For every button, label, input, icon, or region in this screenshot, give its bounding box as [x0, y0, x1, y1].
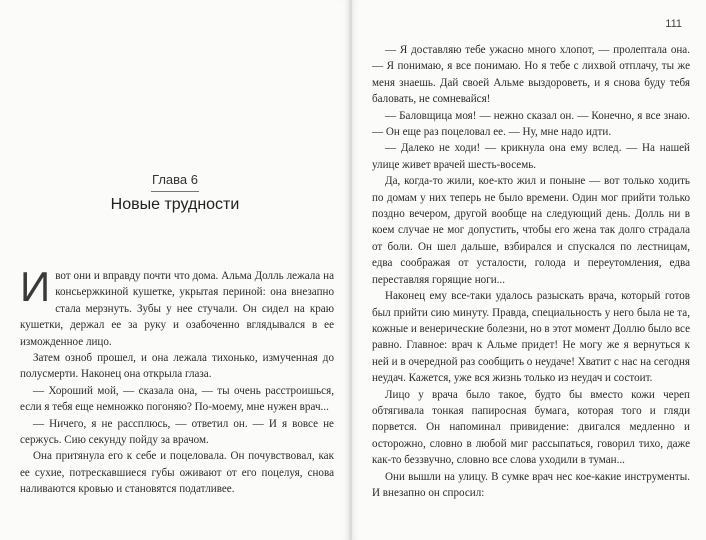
paragraph: Наконец ему все-таки удалось разыскать врача, который готов был прийти сию минуту. Правда, специальность у него была не та, кожные и венерические болезни, но в этот момент Доллю было все равно. Главное: врач к Альме придет! Не могу же я вернуться к ней и в очередной раз сообщить о неудаче! Хватит с нас на сегодня неудач. Кажется, уже вся жизнь только из неудач и состоит. [372, 290, 690, 385]
chapter-number: Глава 6 [152, 172, 198, 187]
paragraph: — Баловщица моя! — нежно сказал он. — Конечно, я все знаю. — Он еще раз поцеловал ее. — Ну, мне надо идти. [372, 109, 690, 139]
paragraph: Лицо у врача было такое, будто бы вместо кожи череп обтягивала тонкая папиросная бумага, которая того и гляди порвется. Он напоминал привидение: двигался медленно и осторожно, словно в любой миг рассыпаться, говорил тихо, даже как-то беззвучно, словно все слова уходили в туман... [372, 388, 690, 467]
chapter-title: Новые трудности [110, 196, 240, 213]
left-page [0, 0, 350, 540]
paragraph: Она притянула его к себе и поцеловала. Он почувствовал, как ее сухие, потрескавшиеся губы оживают от его поцелуя, снова наливаются кровью и становятся податливее. [20, 450, 334, 496]
paragraph: — Хороший мой, — сказала она, — ты очень расстроишься, если я тебя еще немножко погоняю? По-моему, мне нужен врач... [20, 384, 334, 414]
paragraph: — Я доставляю тебе ужасно много хлопот, — пролептала она. — Я понимаю, я все понимаю. Но я тебе с лихвой отплачу, ты же меня знаешь. Дай своей Альме выздороветь, и я снова буду тебя баловать, не сомневайся! [372, 44, 690, 106]
drop-cap: И [20, 263, 51, 310]
paragraph: Затем озноб прошел, и она лежала тихонько, измученная до полусмерти. Наконец она открыла глаза. [20, 352, 334, 381]
paragraph: Они вышли на улицу. В сумке врач нес кое-какие инструменты. И внезапно он спросил: [372, 470, 690, 499]
right-page-text [372, 42, 690, 501]
chapter-divider [151, 191, 199, 192]
paragraph: Ивот они и вправду почти что дома. Альма Долль лежала на консьержкиной кушетке, укрытая периной: она внезапно стала мерзнуть. Зубы у нее стучали. Он сидел на краю кушетки, держал ее за руку и озабоченно вглядывался в ее изможденное лицо. [20, 263, 334, 348]
paragraph: — Ничего, я не рассплюсь, — ответил он. — И я вовсе не сержусь. Сию секунду пойду за врачом. [20, 417, 334, 447]
chapter-heading [0, 172, 350, 214]
paragraph: Да, когда-то жили, кое-кто жил и поныне — вот только ходить по домам у них теперь не было времени. Один мог прийти только поздно вечером, другой вообще на следующий день. Долль ни в коем случае не мог допустить, чтобы его жена так долго страдала от боли. Он шел дальше, взбирался и спускался по лестницам, едва соображая от усталости, голода и переутомления, едва переставляя горящие ноги... [372, 175, 690, 286]
page-number: 111 [665, 18, 682, 30]
left-page-text [20, 263, 334, 498]
paragraph: — Далеко не ходи! — крикнула она ему вслед. — На нашей улице живет врачей шесть-восемь. [372, 142, 690, 171]
